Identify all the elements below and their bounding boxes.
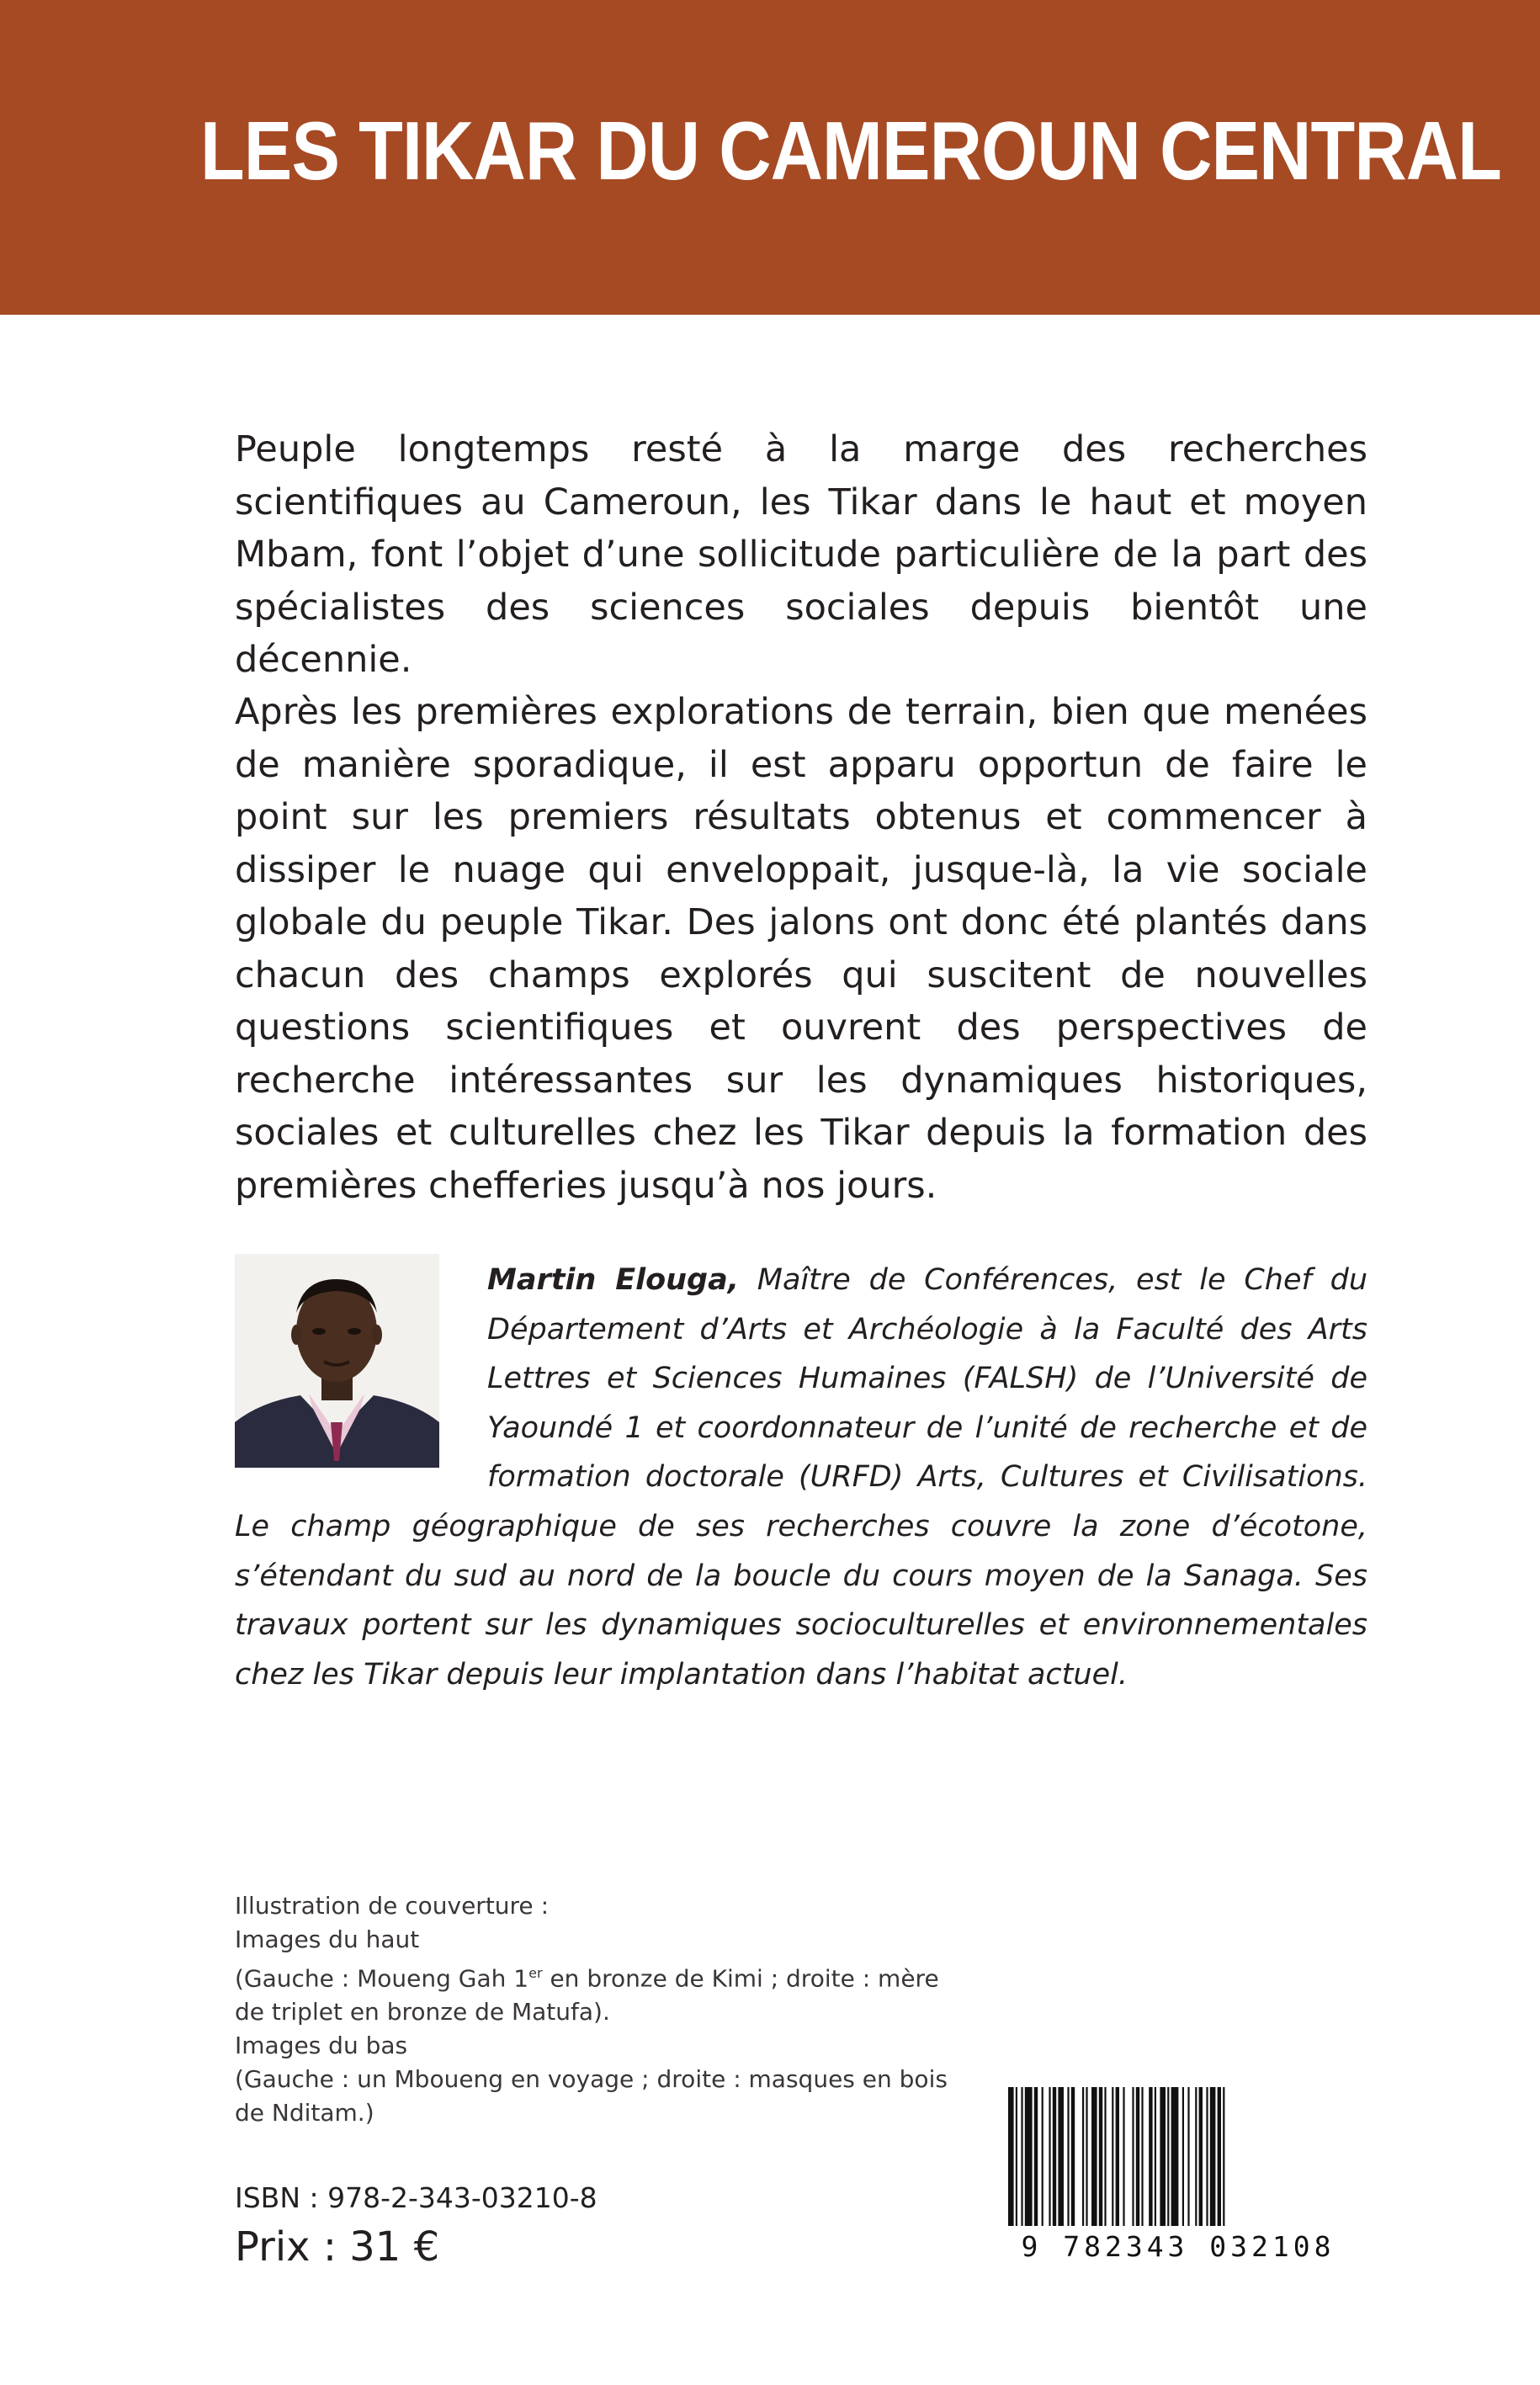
credits-top-line-2: de triplet en bronze de Matufa). (235, 1998, 610, 2026)
barcode-bar (1049, 2087, 1050, 2226)
barcode-bar (1223, 2087, 1224, 2226)
barcode-bar (1187, 2087, 1189, 2226)
barcode-bar (1099, 2087, 1102, 2226)
credits-bottom-label: Images du bas (235, 2032, 408, 2060)
barcode-bar (1053, 2087, 1056, 2226)
barcode-bar (1206, 2087, 1208, 2226)
barcode-bar (1210, 2087, 1216, 2226)
credits-bottom-line-1: (Gauche : un Mboueng en voyage ; droite : masques en bois (235, 2065, 948, 2094)
barcode-bar (1067, 2087, 1069, 2226)
barcode-digits: 9 782343 032108 (1021, 2230, 1336, 2263)
barcode-bar (1025, 2087, 1033, 2226)
barcode-bar (1167, 2087, 1169, 2226)
barcode-bar (1218, 2087, 1221, 2226)
barcode-bar (1171, 2087, 1179, 2226)
barcode-bar (1160, 2087, 1166, 2226)
cover-illustration-credits (235, 1889, 948, 2130)
credits-top-line-1-a: (Gauche : Moueng Gah 1 (235, 1964, 529, 1993)
barcode-bar (1034, 2087, 1038, 2226)
credits-bottom-line-2: de Nditam.) (235, 2099, 374, 2127)
barcode-bar (1058, 2087, 1064, 2226)
author-bio (235, 1256, 1367, 1699)
credits-superscript: er (528, 1965, 543, 1981)
barcode-bar (1149, 2087, 1152, 2226)
barcode-bars-icon (993, 2087, 1363, 2230)
barcode-bar (1104, 2087, 1106, 2226)
summary-paragraph-1: Peuple longtemps resté à la marge des recherches scientifiques au Cameroun, les Tikar dans le haut et moyen Mbam, font l’objet d’une sollicitude particulière de la part des spécialistes des sciences sociales depuis bientôt une décennie. (235, 428, 1367, 681)
barcode-bar (1082, 2087, 1084, 2226)
author-name: Martin Elouga, (487, 1263, 740, 1297)
barcode-bar (1141, 2087, 1143, 2226)
barcode-bar (1116, 2087, 1119, 2226)
barcode-bar (1199, 2087, 1203, 2226)
barcode-bar (1182, 2087, 1184, 2226)
header-band (0, 0, 1540, 315)
barcode-bar (1016, 2087, 1017, 2226)
barcode-bar (1155, 2087, 1156, 2226)
barcode-bar (1021, 2087, 1022, 2226)
credits-top-line-1 (235, 1957, 939, 1995)
summary-paragraph-2: Après les premières explorations de terrain, bien que menées de manière sporadique, il est apparu opportun de faire le point sur les premiers résultats obtenus et commencer à dissiper le nuage qui enveloppait, jusque-là, la vie sociale globale du peuple Tikar. Des jalons ont donc été plantés dans chacun des champs explorés qui suscitent de nouvelles questions scientifiques et ouvrent des perspectives de recherche intéressantes sur les dynamiques historiques, sociales et culturelles chez les Tikar depuis la formation des premières chefferies jusqu’à nos jours. (235, 691, 1367, 1207)
isbn: ISBN : 978-2-343-03210-8 (235, 2181, 597, 2214)
barcode-bar (1091, 2087, 1097, 2226)
barcode-bar (1008, 2087, 1014, 2226)
book-title: LES TIKAR DU CAMEROUN CENTRAL (200, 104, 1501, 197)
barcode-bar (1112, 2087, 1113, 2226)
credits-top-label: Images du haut (235, 1926, 420, 1953)
photo-spacer (235, 1256, 487, 1500)
credits-heading: Illustration de couverture : (235, 1892, 549, 1920)
barcode-bar (1042, 2087, 1043, 2226)
barcode-bar (1195, 2087, 1197, 2226)
author-bio-text: Maître de Conférences, est le Chef du Département d’Arts et Archéologie à la Faculté des Arts Lettres et Sciences Humaines (FALSH) de l’Université de Yaoundé 1 et coordonnateur de l’unité de recherche et de formation doctorale (URFD) Arts, Cultures et Civilisations. Le champ géographique de ses recherches couvre la zone d’écotone, s’étendant du sud au nord de la boucle du cours moyen de la Sanaga. Ses travaux portent sur les dynamiques socioculturelles et environnementales chez les Tikar depuis leur implantation dans l’habitat actuel. (235, 1263, 1367, 1692)
barcode-bar (1136, 2087, 1139, 2226)
credits-top-line-1-b: en bronze de Kimi ; droite : mère (542, 1964, 939, 1993)
price: Prix : 31 € (235, 2223, 440, 2271)
barcode (993, 2087, 1363, 2264)
barcode-bar (1132, 2087, 1134, 2226)
barcode-bar (1086, 2087, 1087, 2226)
barcode-bar (1071, 2087, 1075, 2226)
barcode-bar (1123, 2087, 1124, 2226)
